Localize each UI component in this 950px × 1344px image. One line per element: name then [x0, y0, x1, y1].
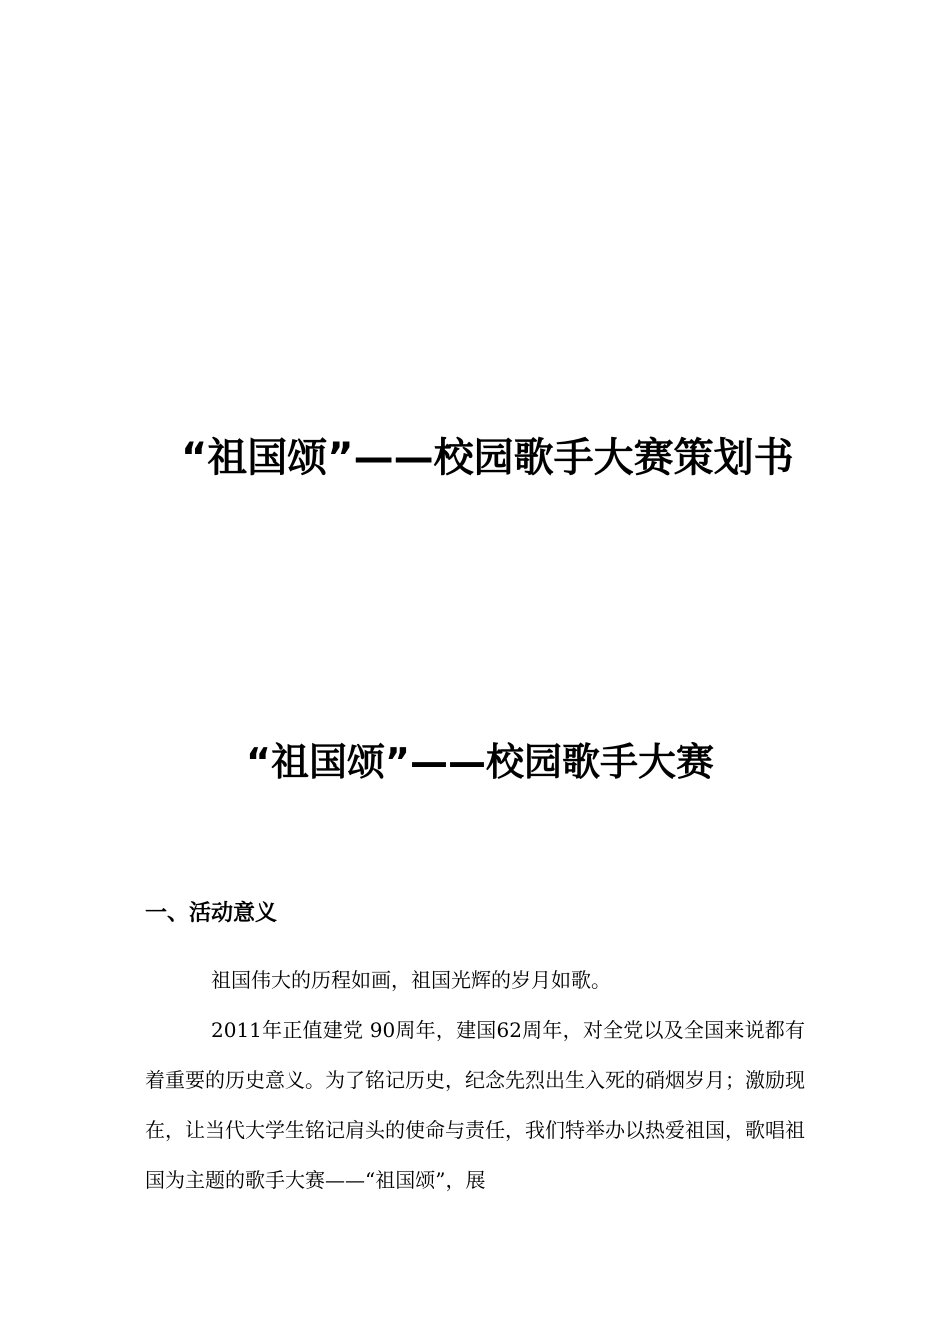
document-subtitle: “祖国颂”——校园歌手大赛: [246, 740, 714, 784]
paragraph-purpose: 2011年正值建党 90周年，建国62周年，对全党以及全国来说都有着重要的历史意义。为了铭记历史，纪念先烈出生入死的硝烟岁月；激励现在，让当代大学生铭记肩头的使命与责任，我们特举办以热爱祖国，歌唱祖国为主题的歌手大赛——“祖国颂”，展: [145, 1018, 805, 1192]
section-heading-activity-significance: 一、活动意义: [145, 901, 278, 926]
paragraph-intro: 祖国伟大的历程如画，祖国光辉的岁月如歌。: [211, 968, 611, 992]
document-cover-title: “祖国颂”——校园歌手大赛策划书: [181, 435, 794, 481]
